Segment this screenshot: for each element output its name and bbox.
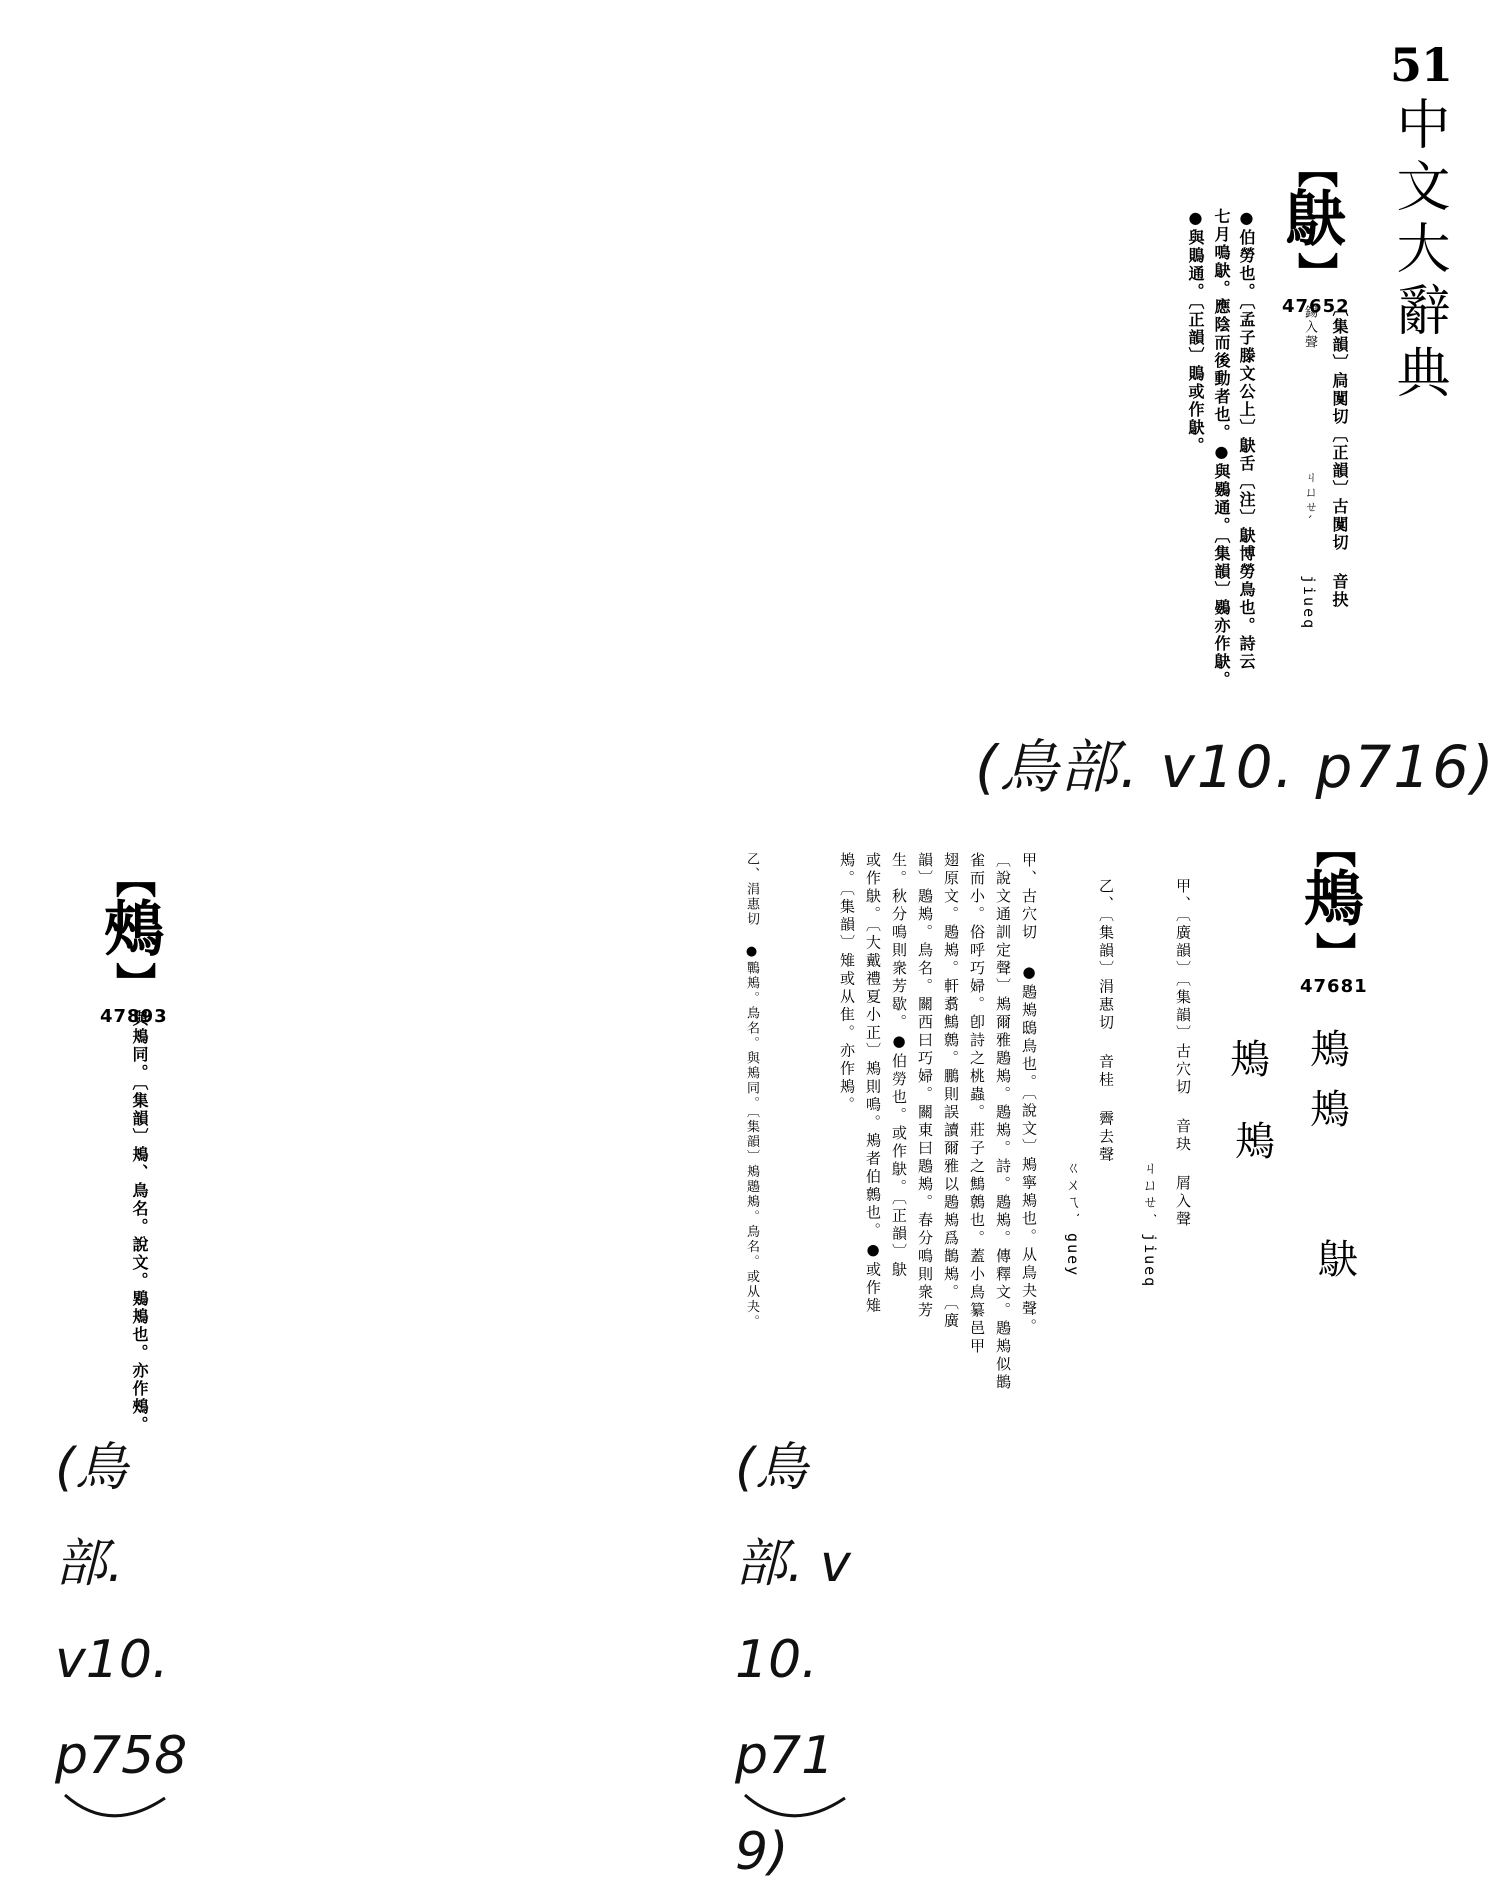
entry-jue2-line: 與鴂同。〔集韻〕鴂、鳥名。說文。鶪鴂也。亦作鵊。 — [130, 1010, 149, 1434]
entry-jue-def-line-1: ●伯勞也。〔孟子滕文公上〕鴃舌〔注〕鴃博勞鳥也。詩云 — [1237, 208, 1256, 671]
bracket-open: 【 — [110, 858, 158, 898]
entry-jue-code: 47652 — [1282, 296, 1350, 317]
entry-gui-line: 雀而小。俗呼巧婦。卽詩之桃蟲。莊子之鷦鷯也。蓋小鳥纂邑甲 — [968, 852, 986, 1356]
entry-gui-char: 鴂 — [1303, 865, 1364, 935]
note-line: p758 — [55, 1726, 188, 1786]
seal-glyph: 鴂 — [1310, 1027, 1350, 1073]
bracket-open: 【 — [1292, 148, 1340, 188]
entry-jue2-code: 47893 — [100, 1006, 168, 1027]
seal-glyph: 鴂 — [1235, 1119, 1275, 1165]
entry-jue2-head — [100, 858, 168, 1027]
hand-underline-swoosh — [60, 1790, 170, 1830]
entry-gui-line: 〔說文通訓定聲〕鴂爾雅鶗鴂。鶗鴂。詩。鶗鴂。傳釋文。鶗鴂似鵲 — [994, 852, 1012, 1392]
bracket-close: 】 — [1292, 252, 1340, 292]
entry-gui-line: 甲、〔廣韻〕〔集韻〕古穴切 音玦 屑入聲 — [1174, 878, 1192, 1229]
entry-jue-zhuyin: ㄐㄩㄝˊ — [1302, 470, 1317, 532]
entry-gui-line: 生。秋分鳴則衆芳歇。●伯勞也。或作鴃。〔正韻〕鴃 — [890, 852, 908, 1280]
entry-jue-tone: 錫入聲 — [1302, 305, 1317, 350]
hand-underline-swoosh — [740, 1790, 850, 1830]
entry-jue-char: 鴃 — [1285, 185, 1346, 255]
handwritten-source-note-gui: (鳥部. v10. p719) — [735, 1438, 851, 1882]
entry-gui-line: 韻〕鶗鴂。鳥名。關西曰巧婦。關東曰鶗鴂。春分鳴則衆芳 — [916, 852, 934, 1320]
book-title: 中文大辭典 — [1388, 96, 1451, 406]
handwritten-source-note-jue2 — [55, 1420, 205, 1804]
entry-jue-romanization: jiueq — [1300, 575, 1318, 631]
note-line: 部. — [55, 1534, 124, 1594]
entry-gui-line: 鴂。〔集韻〕雉或从隹。亦作鴂。 — [838, 852, 856, 1115]
note-line: (鳥 — [55, 1438, 128, 1498]
seal-glyph: 鴂 — [1310, 1087, 1350, 1133]
note-line: v10. — [55, 1630, 169, 1690]
entry-jue2-char: 鵊 — [103, 895, 164, 965]
entry-gui-line: 甲、古穴切 ●鶗鴂鴟鳥也。〔說文〕鴂寧鴂也。从鳥夬聲。 — [1020, 852, 1038, 1337]
entry-gui-line: 乙、〔集韻〕涓惠切 音桂 霽去聲 — [1097, 878, 1115, 1165]
entry-jue-def-line-3: ●與鵙通。〔正韻〕鵙或作鴃。 — [1186, 208, 1205, 455]
handwritten-source-note-jue: (鳥部. v10. p716) — [975, 733, 1496, 801]
entry-jue-def-line-2: 七月鳴鴃。應陰而後動者也。●與鷃通。〔集韻〕鷃亦作鴃。 — [1212, 208, 1231, 689]
entry-gui-line: ㄐㄩㄝˊ jiueq — [1141, 1160, 1159, 1289]
bracket-close: 】 — [110, 962, 158, 1002]
page-number: 51 — [1390, 38, 1453, 92]
entry-jue-head — [1282, 148, 1350, 317]
entry-gui-line: ㄍㄨㄟˋ guey — [1064, 1160, 1082, 1278]
bracket-open: 【 — [1310, 828, 1358, 868]
entry-gui-line: 乙、涓惠切 ●鷤鴂。鳥名。與鴂同。〔集韻〕鴂鶗鴂。鳥名。或从夬。 — [744, 852, 759, 1330]
entry-gui-code: 47681 — [1300, 976, 1368, 997]
entry-gui-line: 翅原文。鶗鴂。軒翥鷦鷯。鵬則誤讀爾雅以鶗鴂爲鵲鴂。〔廣 — [942, 852, 960, 1331]
entry-gui-head — [1300, 828, 1368, 997]
entry-jue-pron: 〔集韻〕扃闃切〔正韻〕古闃切 音抉 — [1330, 300, 1349, 609]
seal-glyph: 鴃 — [1318, 1237, 1358, 1283]
bracket-close: 】 — [1310, 932, 1358, 972]
entry-gui-line: 或作鴃。〔大戴禮夏小正〕鴂則鳴。鴂者伯鷯也。●或作雉 — [864, 852, 882, 1316]
seal-glyph: 鴂 — [1230, 1037, 1270, 1083]
